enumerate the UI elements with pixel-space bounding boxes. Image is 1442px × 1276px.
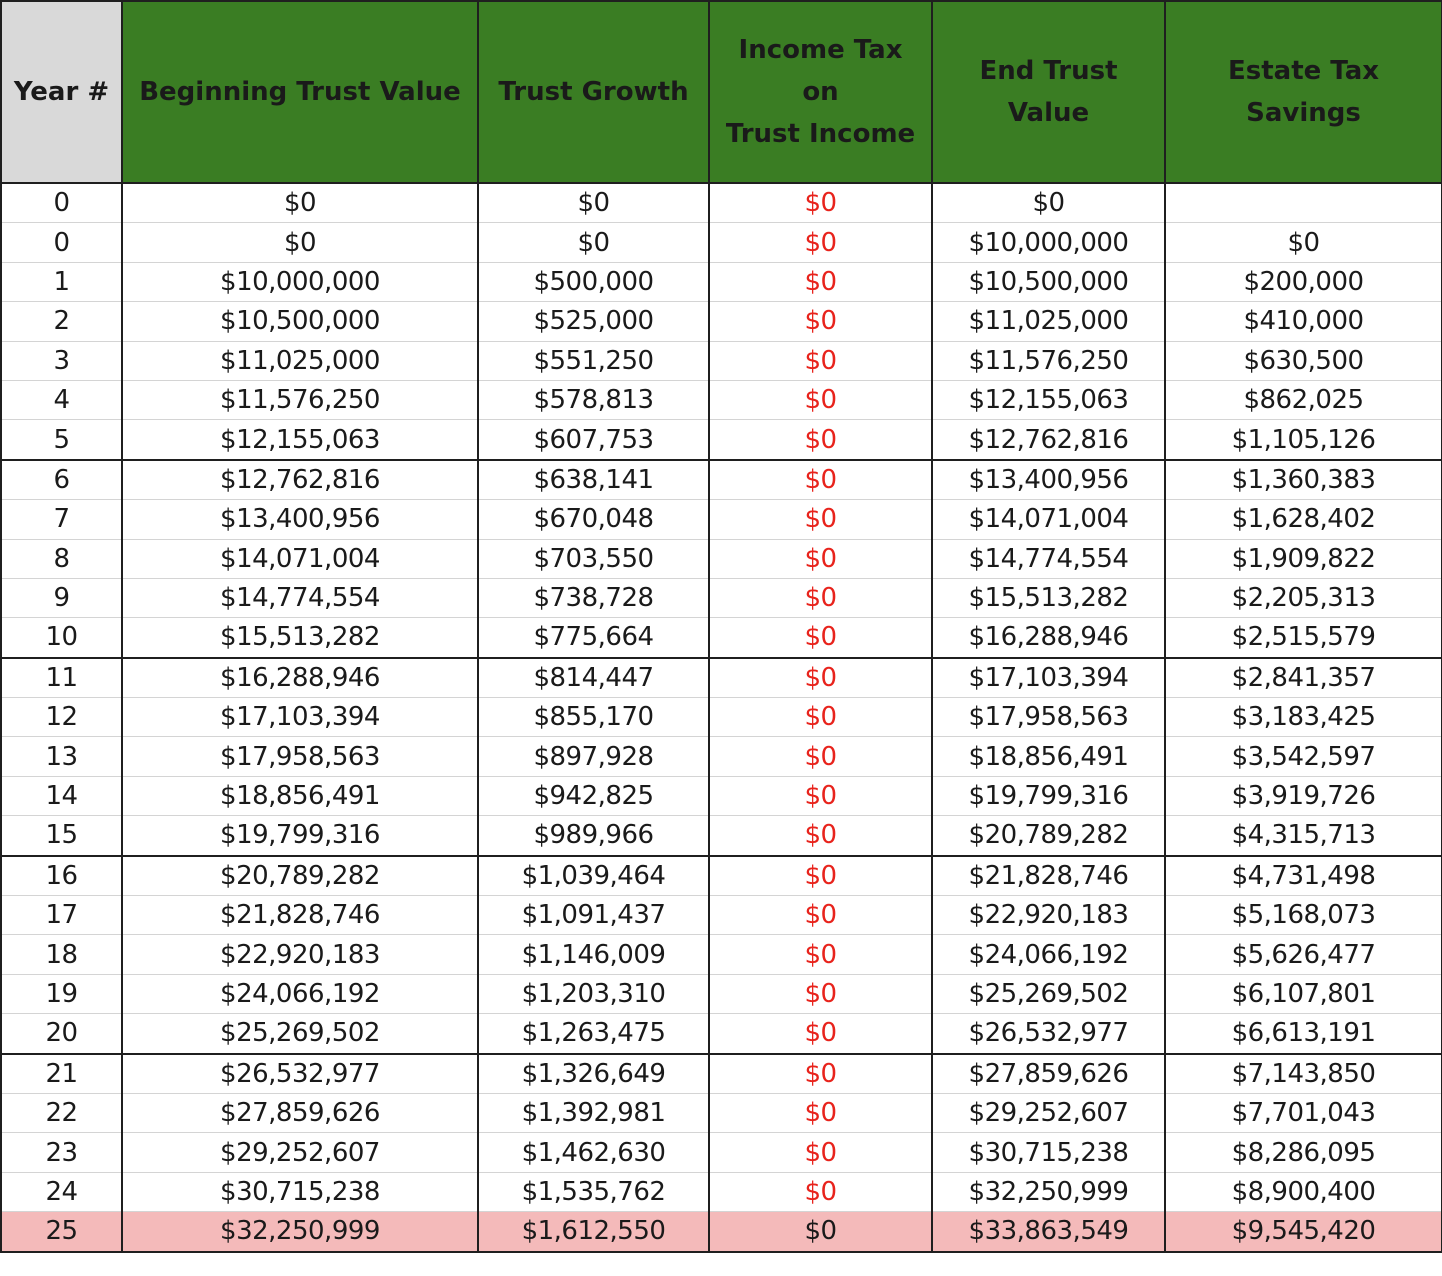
income-tax-cell: $0 (709, 1014, 932, 1054)
table-row (1, 816, 1442, 856)
income-tax-cell: $0 (709, 183, 932, 223)
end-trust-value-cell: $16,288,946 (932, 618, 1165, 658)
trust-growth-cell: $1,535,762 (478, 1172, 709, 1211)
year-cell: 14 (1, 776, 122, 815)
end-trust-value-cell: $0 (932, 183, 1165, 223)
table-row (1, 223, 1442, 262)
header-income-tax-line2: Trust Income (725, 119, 916, 149)
year-cell: 10 (1, 618, 122, 658)
income-tax-cell: $0 (709, 856, 932, 896)
beginning-trust-value-cell: $17,103,394 (122, 698, 478, 737)
estate-tax-savings-cell: $9,545,420 (1165, 1212, 1442, 1252)
income-tax-cell: $0 (709, 500, 932, 539)
estate-tax-savings-cell: $410,000 (1165, 302, 1442, 341)
table-row (1, 658, 1442, 698)
trust-growth-cell: $525,000 (478, 302, 709, 341)
estate-tax-savings-cell: $2,841,357 (1165, 658, 1442, 698)
year-cell: 25 (1, 1212, 122, 1252)
estate-tax-savings-cell: $5,168,073 (1165, 896, 1442, 935)
year-cell: 16 (1, 856, 122, 896)
trust-growth-cell: $738,728 (478, 578, 709, 617)
beginning-trust-value-cell: $30,715,238 (122, 1172, 478, 1211)
year-cell: 13 (1, 737, 122, 776)
year-cell: 7 (1, 500, 122, 539)
year-cell: 3 (1, 341, 122, 380)
trust-growth-cell: $670,048 (478, 500, 709, 539)
table-row (1, 420, 1442, 460)
end-trust-value-cell: $30,715,238 (932, 1133, 1165, 1172)
beginning-trust-value-cell: $17,958,563 (122, 737, 478, 776)
beginning-trust-value-cell: $21,828,746 (122, 896, 478, 935)
end-trust-value-cell: $10,500,000 (932, 262, 1165, 301)
beginning-trust-value-cell: $11,025,000 (122, 341, 478, 380)
trust-growth-cell: $1,203,310 (478, 974, 709, 1013)
end-trust-value-cell: $12,762,816 (932, 420, 1165, 460)
year-cell: 8 (1, 539, 122, 578)
end-trust-value-cell: $13,400,956 (932, 460, 1165, 500)
income-tax-cell: $0 (709, 1093, 932, 1132)
table-row (1, 776, 1442, 815)
estate-tax-savings-cell: $3,183,425 (1165, 698, 1442, 737)
estate-tax-savings-cell: $3,919,726 (1165, 776, 1442, 815)
end-trust-value-cell: $11,025,000 (932, 302, 1165, 341)
table-row (1, 500, 1442, 539)
beginning-trust-value-cell: $12,155,063 (122, 420, 478, 460)
header-year: Year # (1, 1, 122, 183)
table-row (1, 935, 1442, 974)
year-cell: 19 (1, 974, 122, 1013)
beginning-trust-value-cell: $14,071,004 (122, 539, 478, 578)
income-tax-cell: $0 (709, 776, 932, 815)
table-row (1, 1054, 1442, 1094)
year-cell: 17 (1, 896, 122, 935)
end-trust-value-cell: $12,155,063 (932, 380, 1165, 419)
trust-growth-cell: $989,966 (478, 816, 709, 856)
estate-tax-savings-cell: $200,000 (1165, 262, 1442, 301)
header-beginning-trust-value: Beginning Trust Value (122, 1, 478, 183)
estate-tax-savings-cell: $7,143,850 (1165, 1054, 1442, 1094)
beginning-trust-value-cell: $12,762,816 (122, 460, 478, 500)
year-cell: 18 (1, 935, 122, 974)
estate-tax-savings-cell: $7,701,043 (1165, 1093, 1442, 1132)
year-cell: 2 (1, 302, 122, 341)
estate-tax-savings-cell: $6,107,801 (1165, 974, 1442, 1013)
income-tax-cell: $0 (709, 578, 932, 617)
beginning-trust-value-cell: $0 (122, 223, 478, 262)
beginning-trust-value-cell: $10,000,000 (122, 262, 478, 301)
end-trust-value-cell: $24,066,192 (932, 935, 1165, 974)
end-trust-value-cell: $33,863,549 (932, 1212, 1165, 1252)
income-tax-cell: $0 (709, 658, 932, 698)
income-tax-cell: $0 (709, 223, 932, 262)
income-tax-cell: $0 (709, 262, 932, 301)
estate-tax-savings-cell: $862,025 (1165, 380, 1442, 419)
estate-tax-savings-cell: $4,315,713 (1165, 816, 1442, 856)
beginning-trust-value-cell: $14,774,554 (122, 578, 478, 617)
beginning-trust-value-cell: $25,269,502 (122, 1014, 478, 1054)
table-row (1, 578, 1442, 617)
beginning-trust-value-cell: $0 (122, 183, 478, 223)
estate-tax-savings-cell (1165, 183, 1442, 223)
trust-growth-cell: $942,825 (478, 776, 709, 815)
end-trust-value-cell: $15,513,282 (932, 578, 1165, 617)
income-tax-cell: $0 (709, 974, 932, 1013)
table-row (1, 1014, 1442, 1054)
table-row (1, 539, 1442, 578)
end-trust-value-cell: $20,789,282 (932, 816, 1165, 856)
income-tax-cell: $0 (709, 698, 932, 737)
trust-growth-cell: $500,000 (478, 262, 709, 301)
estate-tax-savings-cell: $8,900,400 (1165, 1172, 1442, 1211)
table-row (1, 302, 1442, 341)
table-row (1, 974, 1442, 1013)
beginning-trust-value-cell: $24,066,192 (122, 974, 478, 1013)
estate-tax-savings-cell: $1,360,383 (1165, 460, 1442, 500)
trust-growth-cell: $578,813 (478, 380, 709, 419)
trust-growth-cell: $814,447 (478, 658, 709, 698)
income-tax-cell: $0 (709, 460, 932, 500)
beginning-trust-value-cell: $18,856,491 (122, 776, 478, 815)
income-tax-cell: $0 (709, 302, 932, 341)
trust-growth-cell: $1,146,009 (478, 935, 709, 974)
year-cell: 21 (1, 1054, 122, 1094)
table-row (1, 698, 1442, 737)
estate-tax-savings-cell: $2,205,313 (1165, 578, 1442, 617)
trust-growth-cell: $0 (478, 183, 709, 223)
trust-growth-cell: $1,039,464 (478, 856, 709, 896)
end-trust-value-cell: $14,774,554 (932, 539, 1165, 578)
table-row (1, 1133, 1442, 1172)
beginning-trust-value-cell: $20,789,282 (122, 856, 478, 896)
trust-growth-cell: $897,928 (478, 737, 709, 776)
year-cell: 22 (1, 1093, 122, 1132)
end-trust-value-cell: $22,920,183 (932, 896, 1165, 935)
estate-tax-savings-cell: $0 (1165, 223, 1442, 262)
table-row (1, 1093, 1442, 1132)
end-trust-value-cell: $27,859,626 (932, 1054, 1165, 1094)
trust-growth-cell: $638,141 (478, 460, 709, 500)
trust-growth-cell: $1,612,550 (478, 1212, 709, 1252)
end-trust-value-cell: $17,958,563 (932, 698, 1165, 737)
year-cell: 24 (1, 1172, 122, 1211)
beginning-trust-value-cell: $19,799,316 (122, 816, 478, 856)
estate-tax-savings-cell: $2,515,579 (1165, 618, 1442, 658)
beginning-trust-value-cell: $26,532,977 (122, 1054, 478, 1094)
beginning-trust-value-cell: $22,920,183 (122, 935, 478, 974)
end-trust-value-cell: $26,532,977 (932, 1014, 1165, 1054)
end-trust-value-cell: $21,828,746 (932, 856, 1165, 896)
table-row (1, 1172, 1442, 1211)
trust-growth-cell: $1,462,630 (478, 1133, 709, 1172)
year-cell: 23 (1, 1133, 122, 1172)
header-row (1, 1, 1442, 183)
end-trust-value-cell: $19,799,316 (932, 776, 1165, 815)
estate-tax-savings-cell: $1,105,126 (1165, 420, 1442, 460)
beginning-trust-value-cell: $29,252,607 (122, 1133, 478, 1172)
table-row (1, 183, 1442, 223)
end-trust-value-cell: $11,576,250 (932, 341, 1165, 380)
year-cell: 5 (1, 420, 122, 460)
income-tax-cell: $0 (709, 1054, 932, 1094)
income-tax-cell: $0 (709, 1133, 932, 1172)
table-row (1, 1212, 1442, 1252)
end-trust-value-cell: $29,252,607 (932, 1093, 1165, 1132)
end-trust-value-cell: $32,250,999 (932, 1172, 1165, 1211)
beginning-trust-value-cell: $13,400,956 (122, 500, 478, 539)
header-end-trust-value: End Trust Value (932, 1, 1165, 183)
beginning-trust-value-cell: $16,288,946 (122, 658, 478, 698)
beginning-trust-value-cell: $10,500,000 (122, 302, 478, 341)
year-cell: 4 (1, 380, 122, 419)
beginning-trust-value-cell: $11,576,250 (122, 380, 478, 419)
beginning-trust-value-cell: $27,859,626 (122, 1093, 478, 1132)
trust-growth-cell: $775,664 (478, 618, 709, 658)
table-row (1, 896, 1442, 935)
income-tax-cell: $0 (709, 816, 932, 856)
trust-growth-cell: $551,250 (478, 341, 709, 380)
table-row (1, 380, 1442, 419)
end-trust-value-cell: $14,071,004 (932, 500, 1165, 539)
header-trust-growth: Trust Growth (478, 1, 709, 183)
year-cell: 0 (1, 183, 122, 223)
header-estate-tax-savings: Estate Tax Savings (1165, 1, 1442, 183)
trust-growth-cell: $855,170 (478, 698, 709, 737)
trust-growth-cell: $607,753 (478, 420, 709, 460)
trust-growth-cell: $1,392,981 (478, 1093, 709, 1132)
income-tax-cell: $0 (709, 1172, 932, 1211)
trust-growth-cell: $1,091,437 (478, 896, 709, 935)
table-row (1, 737, 1442, 776)
beginning-trust-value-cell: $32,250,999 (122, 1212, 478, 1252)
header-income-tax-line1: Income Tax on (738, 35, 903, 107)
estate-tax-savings-cell: $1,909,822 (1165, 539, 1442, 578)
year-cell: 6 (1, 460, 122, 500)
trust-growth-cell: $1,263,475 (478, 1014, 709, 1054)
estate-tax-savings-cell: $630,500 (1165, 341, 1442, 380)
year-cell: 20 (1, 1014, 122, 1054)
end-trust-value-cell: $25,269,502 (932, 974, 1165, 1013)
table-row (1, 856, 1442, 896)
estate-tax-savings-cell: $1,628,402 (1165, 500, 1442, 539)
end-trust-value-cell: $18,856,491 (932, 737, 1165, 776)
trust-growth-cell: $703,550 (478, 539, 709, 578)
beginning-trust-value-cell: $15,513,282 (122, 618, 478, 658)
year-cell: 9 (1, 578, 122, 617)
income-tax-cell: $0 (709, 539, 932, 578)
table-row (1, 262, 1442, 301)
trust-growth-cell: $1,326,649 (478, 1054, 709, 1094)
income-tax-cell: $0 (709, 1212, 932, 1252)
year-cell: 15 (1, 816, 122, 856)
estate-tax-savings-cell: $5,626,477 (1165, 935, 1442, 974)
income-tax-cell: $0 (709, 420, 932, 460)
table-row (1, 460, 1442, 500)
estate-tax-savings-cell: $4,731,498 (1165, 856, 1442, 896)
income-tax-cell: $0 (709, 935, 932, 974)
table-row (1, 341, 1442, 380)
income-tax-cell: $0 (709, 380, 932, 419)
income-tax-cell: $0 (709, 737, 932, 776)
end-trust-value-cell: $10,000,000 (932, 223, 1165, 262)
income-tax-cell: $0 (709, 896, 932, 935)
year-cell: 0 (1, 223, 122, 262)
estate-tax-savings-cell: $3,542,597 (1165, 737, 1442, 776)
estate-tax-savings-cell: $8,286,095 (1165, 1133, 1442, 1172)
end-trust-value-cell: $17,103,394 (932, 658, 1165, 698)
estate-tax-savings-cell: $6,613,191 (1165, 1014, 1442, 1054)
trust-growth-cell: $0 (478, 223, 709, 262)
table-row (1, 618, 1442, 658)
year-cell: 11 (1, 658, 122, 698)
table-body (1, 183, 1442, 1252)
year-cell: 12 (1, 698, 122, 737)
header-income-tax (709, 1, 932, 183)
income-tax-cell: $0 (709, 618, 932, 658)
year-cell: 1 (1, 262, 122, 301)
income-tax-cell: $0 (709, 341, 932, 380)
